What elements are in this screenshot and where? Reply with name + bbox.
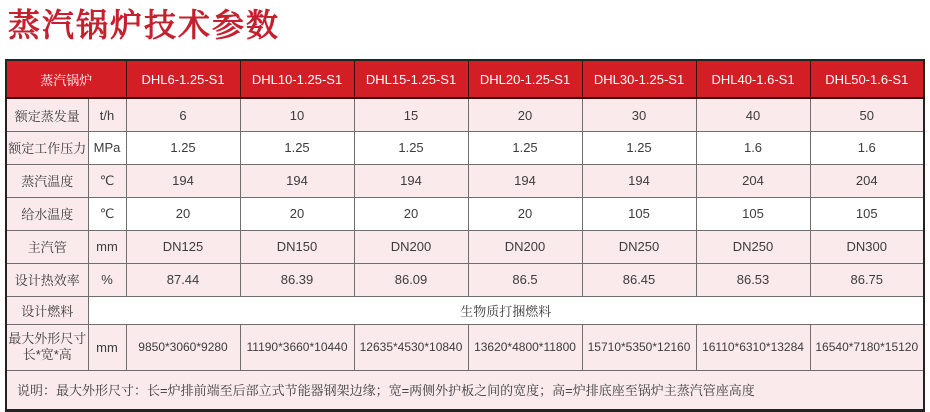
table-note: 说明：最大外形尺寸：长=炉排前端至后部立式节能器钢架边缘；宽=两侧外护板之间的宽度；高=炉排底座至锅炉主蒸汽管座高度 [6,370,924,410]
parameter-value: 194 [240,164,354,197]
parameter-value: 105 [582,197,696,230]
parameter-value: DN150 [240,230,354,263]
dimension-row [6,324,924,370]
row-label: 额定蒸发量 [6,98,88,131]
parameter-value: 194 [582,164,696,197]
parameter-value: 194 [354,164,468,197]
parameter-value: DN200 [468,230,582,263]
parameter-value: DN250 [582,230,696,263]
parameter-value: 15 [354,98,468,131]
parameter-value: 20 [468,197,582,230]
parameter-row [6,230,924,263]
fuel-row [6,296,924,324]
column-header-model: DHL50-1.6-S1 [810,60,924,98]
row-label: 额定工作压力 [6,131,88,164]
parameter-value: 86.45 [582,263,696,296]
parameter-value: 86.5 [468,263,582,296]
parameter-value: 87.44 [126,263,240,296]
column-header-model: DHL15-1.25-S1 [354,60,468,98]
dimension-value: 11190*3660*10440 [240,324,354,370]
parameter-value: 1.25 [468,131,582,164]
column-header-model: DHL6-1.25-S1 [126,60,240,98]
note-row [6,370,924,410]
dimension-value: 9850*3060*9280 [126,324,240,370]
parameter-value: DN200 [354,230,468,263]
dimension-value: 16110*6310*13284 [696,324,810,370]
row-label: 设计燃料 [6,296,88,324]
parameter-value: 1.25 [126,131,240,164]
parameter-row [6,164,924,197]
parameter-value: 204 [696,164,810,197]
dimension-value: 15710*5350*12160 [582,324,696,370]
parameter-value: 40 [696,98,810,131]
parameter-value: 10 [240,98,354,131]
row-unit: t/h [88,98,126,131]
parameter-value: 86.53 [696,263,810,296]
parameter-row [6,98,924,131]
parameter-value: 204 [810,164,924,197]
row-unit: ℃ [88,197,126,230]
parameter-value: 6 [126,98,240,131]
dimension-value: 13620*4800*11800 [468,324,582,370]
parameter-value: 86.09 [354,263,468,296]
parameter-value: 20 [240,197,354,230]
parameter-value: 1.6 [810,131,924,164]
parameter-value: 30 [582,98,696,131]
row-label [6,324,88,370]
row-label: 给水温度 [6,197,88,230]
parameter-value: 105 [810,197,924,230]
dimension-label-line2: 长*宽*高 [22,347,72,363]
row-label: 设计热效率 [6,263,88,296]
page-title: 蒸汽锅炉技术参数 [8,7,281,43]
column-header-model: DHL20-1.25-S1 [468,60,582,98]
row-unit: mm [88,324,126,370]
parameter-value: 20 [126,197,240,230]
parameter-value: 194 [126,164,240,197]
dimension-label-line1: 最大外形尺寸 [8,330,87,346]
parameter-value: 1.25 [582,131,696,164]
fuel-value: 生物质打捆燃料 [88,296,924,324]
row-unit: ℃ [88,164,126,197]
parameter-value: 20 [354,197,468,230]
table-corner-header: 蒸汽锅炉 [6,60,126,98]
parameter-value: 20 [468,98,582,131]
row-label: 主汽管 [6,230,88,263]
parameter-value: 194 [468,164,582,197]
table-header-row [6,60,924,98]
parameter-row [6,197,924,230]
dimension-value: 16540*7180*15120 [810,324,924,370]
parameter-value: 1.25 [240,131,354,164]
table-body [6,98,924,410]
parameter-value: DN125 [126,230,240,263]
row-unit: mm [88,230,126,263]
column-header-model: DHL30-1.25-S1 [582,60,696,98]
row-label: 蒸汽温度 [6,164,88,197]
parameter-value: DN250 [696,230,810,263]
spec-table [5,59,925,412]
column-header-model: DHL10-1.25-S1 [240,60,354,98]
parameter-value: 1.6 [696,131,810,164]
parameter-row [6,131,924,164]
parameter-value: 86.39 [240,263,354,296]
dimension-value: 12635*4530*10840 [354,324,468,370]
parameter-value: DN300 [810,230,924,263]
row-unit: MPa [88,131,126,164]
parameter-value: 1.25 [354,131,468,164]
parameter-value: 86.75 [810,263,924,296]
parameter-row [6,263,924,296]
row-unit: % [88,263,126,296]
parameter-value: 105 [696,197,810,230]
parameter-value: 50 [810,98,924,131]
column-header-model: DHL40-1.6-S1 [696,60,810,98]
